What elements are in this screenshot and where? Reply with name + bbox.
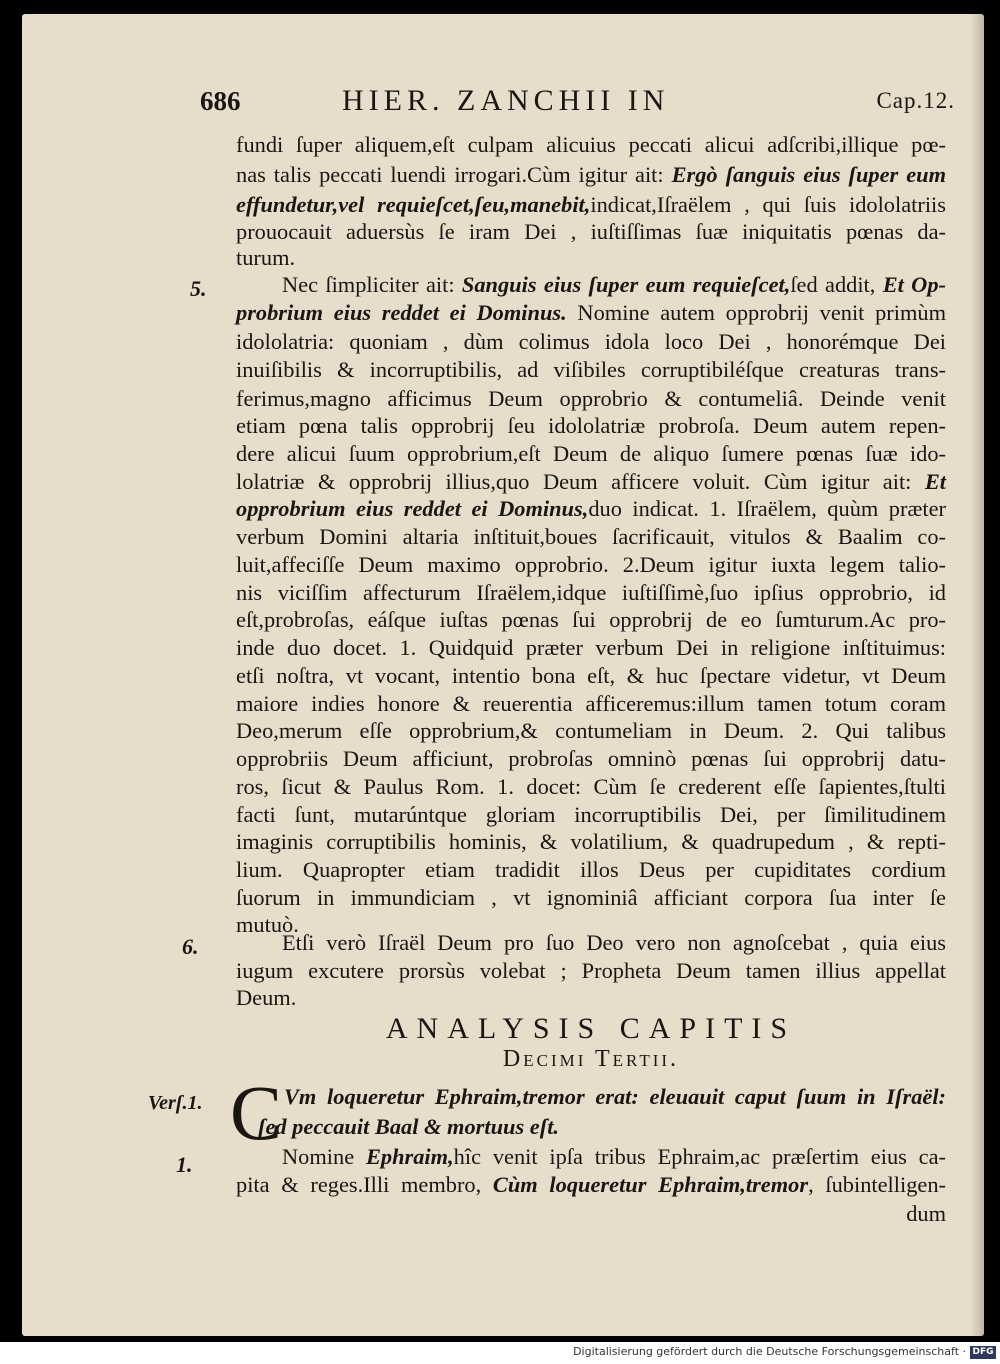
text-line: luit,affeciſſe Deum maximo opprobrio. 2.Deum igitur iuxta legem talio-: [236, 552, 946, 577]
text-line: verbum Domini altaria inſtituit,boues ſacrificauit, vitulos & Baalim co-: [236, 524, 946, 549]
text-line: idololatria: quoniam , dùm colimus idola loco Dei , honorémque Dei: [236, 329, 946, 354]
digitization-footer: [0, 1342, 1000, 1364]
text-line: lolatriæ & opprobrij illius,quo Deum afficere voluit. Cùm igitur ait: Et: [236, 469, 946, 494]
verse-line: ſed peccauit Baal & mortuus eſt.: [258, 1114, 560, 1139]
section-heading: ANALYSIS CAPITIS: [385, 1012, 797, 1045]
text-line: eſt,probroſas, eáſque iuſtas pœnas ſui opprobrij de eo ſumturum.Ac pro-: [236, 607, 946, 632]
text-line: nas talis peccati luendi irrogari.Cùm igitur ait: Ergò ſanguis eius ſuper eum: [236, 162, 946, 187]
text-line: ſuorum in immundiciam , vt ignominiâ afficiant corpora ſua inter ſe: [236, 885, 946, 910]
text-line: opprobrium eius reddet ei Dominus,duo indicat. 1. Iſraëlem, quùm præter: [236, 496, 946, 521]
text-line: maiore indies honore & reuerentia afficeremus:illum tamen totum coram: [236, 691, 946, 716]
verse-line: Vm loqueretur Ephraim,tremor erat: eleuauit caput ſuum in Iſraël:: [284, 1084, 946, 1109]
text-line: lium. Quapropter etiam tradidit illos Deus per cupiditates cordium: [236, 857, 946, 882]
text-line: imaginis corruptibilis hominis, & volatilium, & quadrupedum , & repti-: [236, 829, 946, 854]
running-title: HIER. ZANCHII IN: [342, 84, 670, 117]
text-line: Etſi verò Iſraël Deum pro ſuo Deo vero non agnoſcebat , quia eius: [282, 930, 946, 955]
text-line: fundi ſuper aliquem,eſt culpam alicuius peccati alicui adſcribi,illique pœ-: [236, 132, 946, 157]
text-line: facti ſunt, mutarúntque gloriam incorruptibilis Dei, per ſimilitudinem: [236, 802, 946, 827]
text-line: iugum excutere prorsùs volebat ; Propheta Deum tamen illius appellat: [236, 958, 946, 983]
text-line: mutuò.: [236, 912, 299, 937]
section-subheading: Decimi Tertii.: [502, 1046, 680, 1072]
text-line: Deum.: [236, 985, 297, 1010]
text-line: prouocauit aduersùs ſe iram Dei , iuſtiſſimas ſuæ iniquitatis pœnas da-: [236, 219, 946, 244]
margin-verse-label: Verſ.1.: [148, 1092, 203, 1114]
page-header: [200, 84, 955, 124]
margin-number-1: 1.: [176, 1152, 193, 1177]
text-line: nis viciſſim affecturum Iſraëlem,idque iuſtiſſimè,ſuo ipſius opprobrio, id: [236, 580, 946, 605]
text-line: Nomine Ephraim,hîc venit ipſa tribus Ephraim,ac præſertim eius ca-: [282, 1144, 946, 1169]
funding-credit: Digitalisierung gefördert durch die Deutsche Forschungsgemeinschaft ·: [573, 1345, 966, 1358]
margin-number-6: 6.: [182, 934, 199, 959]
text-line: turum.: [236, 245, 296, 270]
text-line: effundetur,vel requieſcet,ſeu,manebit,indicat,Iſraëlem , qui ſuis idololatriis: [236, 192, 946, 217]
text-line: ros, ſicut & Paulus Rom. 1. docet: Cùm ſe crederent eſſe ſapientes,ſtulti: [236, 774, 946, 799]
text-line: inuiſibilis & incorruptibilis, ad viſibiles corruptibiléſque creaturas trans-: [236, 357, 946, 382]
text-line: Deo,merum eſſe opprobrium,& contumeliam in Deum. 2. Qui talibus: [236, 718, 946, 743]
text-line: etſi noſtra, vt vocant, intentio bona eſt, & huc ſpectare videtur, vt Deum: [236, 663, 946, 688]
text-line: opprobriis Deum afficiunt, probroſas omninò pœnas ſui opprobrij datu-: [236, 746, 946, 771]
catchword: dum: [906, 1201, 946, 1226]
chapter-label: Cap.12.: [876, 88, 955, 113]
text-line: Nec ſimpliciter ait: Sanguis eius ſuper eum requieſcet,ſed addit, Et Op-: [282, 272, 946, 297]
page-number: 686: [200, 86, 241, 116]
text-line: ferimus,magno afficimus Deum opprobrio & contumeliâ. Deinde venit: [236, 386, 946, 411]
text-line: pita & reges.Illi membro, Cùm loqueretur Ephraim,tremor, ſubintelligen-: [236, 1172, 946, 1197]
text-line: etiam pœna talis opprobrij ſeu idololatriæ probroſa. Deum autem repen-: [236, 413, 946, 438]
text-line: inde duo docet. 1. Quidquid præter verbum Dei in religione inſtituimus:: [236, 635, 946, 660]
drop-capital: C: [230, 1069, 283, 1156]
text-line: probrium eius reddet ei Dominus. Nomine autem opprobrij venit primùm: [236, 300, 946, 325]
text-line: dere alicui ſuum opprobrium,eſt Deum de aliquo ſumere pœnas ſuæ ido-: [236, 441, 946, 466]
dfg-logo: DFG: [970, 1346, 996, 1359]
margin-number-5: 5.: [190, 276, 207, 301]
